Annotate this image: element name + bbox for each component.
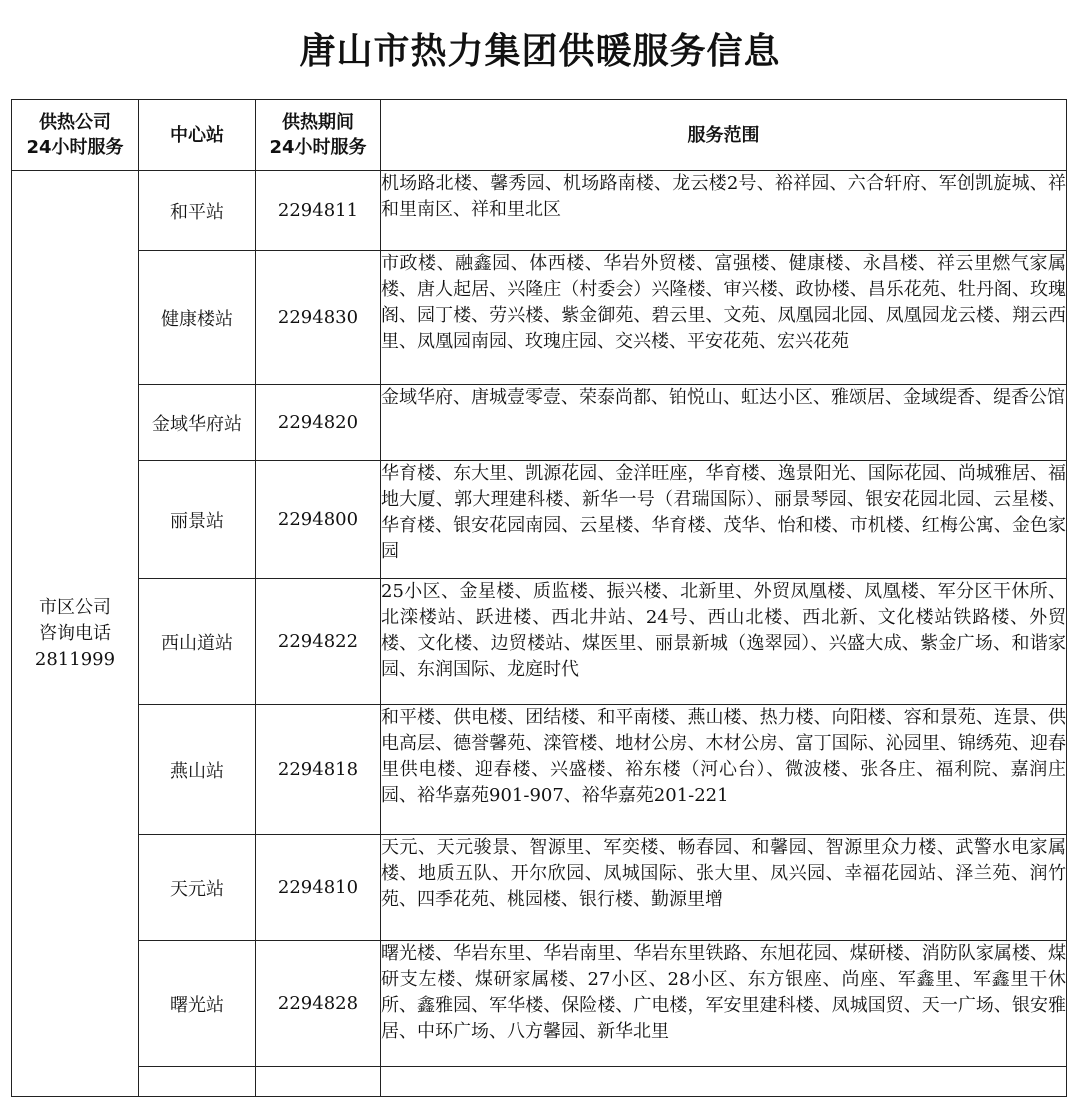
station-name: 健康楼站 xyxy=(139,251,256,385)
station-name: 金域华府站 xyxy=(139,385,256,461)
header-scope: 服务范围 xyxy=(381,100,1067,171)
service-scope: 25小区、金星楼、质监楼、振兴楼、北新里、外贸凤凰楼、凤凰楼、军分区干休所、北滦楼站、跃进楼、西北井站、24号、西山北楼、西北新、文化楼站铁路楼、外贸楼、文化楼、边贸楼站、煤医里、丽景新城（逸翠园）、兴盛大成、紫金广场、和谐家园、东润国际、龙庭时代 xyxy=(381,579,1067,705)
header-period-line1: 供热期间 xyxy=(282,112,354,133)
service-scope: 机场路北楼、馨秀园、机场路南楼、龙云楼2号、裕祥园、六合轩府、军创凯旋城、祥和里南区、祥和里北区 xyxy=(381,171,1067,251)
header-company-line1: 供热公司 xyxy=(39,112,111,133)
station-phone: 2294820 xyxy=(256,385,381,461)
service-scope-continued xyxy=(381,1067,1067,1097)
station-phone: 2294830 xyxy=(256,251,381,385)
table-row xyxy=(12,579,1067,705)
table-header-row xyxy=(12,100,1067,171)
service-scope: 华育楼、东大里、凯源花园、金洋旺座，华育楼、逸景阳光、国际花园、尚城雅居、福地大厦、郭大理建科楼、新华一号（君瑞国际）、丽景琴园、银安花园北园、云星楼、华育楼、银安花园南园、云星楼、华育楼、茂华、怡和楼、市机楼、红梅公寓、金色家园 xyxy=(381,461,1067,579)
page-title: 唐山市热力集团供暖服务信息 xyxy=(299,31,781,72)
station-name-continued xyxy=(139,1067,256,1097)
station-phone-continued xyxy=(256,1067,381,1097)
service-table xyxy=(11,99,1067,1097)
station-name: 燕山站 xyxy=(139,705,256,835)
header-company-line2: 24小时服务 xyxy=(26,137,124,158)
station-phone: 2294810 xyxy=(256,835,381,941)
station-name: 天元站 xyxy=(139,835,256,941)
table-row xyxy=(12,385,1067,461)
station-name: 西山道站 xyxy=(139,579,256,705)
table-row xyxy=(12,251,1067,385)
header-company xyxy=(12,100,139,171)
service-scope: 市政楼、融鑫园、体西楼、华岩外贸楼、富强楼、健康楼、永昌楼、祥云里燃气家属楼、唐人起居、兴隆庄（村委会）兴隆楼、审兴楼、政协楼、昌乐花苑、牡丹阁、玫瑰阁、园丁楼、劳兴楼、紫金御苑、碧云里、文苑、凤凰园北园、凤凰园龙云楼、翔云西里、凤凰园南园、玫瑰庄园、交兴楼、平安花苑、宏兴花苑 xyxy=(381,251,1067,385)
table-row xyxy=(12,171,1067,251)
company-name: 市区公司 xyxy=(39,596,111,618)
station-name: 曙光站 xyxy=(139,941,256,1067)
station-phone: 2294800 xyxy=(256,461,381,579)
table-row-next xyxy=(12,1067,1067,1097)
service-scope: 天元、天元骏景、智源里、军奕楼、畅春园、和馨园、智源里众力楼、武警水电家属楼、地质五队、开尔欣园、凤城国际、张大里、凤兴园、幸福花园站、泽兰苑、润竹苑、四季花苑、桃园楼、银行楼、勤源里增 xyxy=(381,835,1067,941)
company-hotline-label: 咨询电话 xyxy=(39,622,111,644)
table-row xyxy=(12,941,1067,1067)
station-phone: 2294828 xyxy=(256,941,381,1067)
station-phone: 2294818 xyxy=(256,705,381,835)
service-scope: 和平楼、供电楼、团结楼、和平南楼、燕山楼、热力楼、向阳楼、容和景苑、连景、供电高层、德誉馨苑、滦管楼、地材公房、木材公房、富丁国际、沁园里、锦绣苑、迎春里供电楼、迎春楼、兴盛楼、裕东楼（河心台）、微波楼、张各庄、福利院、嘉润庄园、裕华嘉苑901-907、裕华嘉苑201-221 xyxy=(381,705,1067,835)
station-name: 和平站 xyxy=(139,171,256,251)
table-row xyxy=(12,705,1067,835)
header-period xyxy=(256,100,381,171)
header-station: 中心站 xyxy=(139,100,256,171)
table-row xyxy=(12,461,1067,579)
company-cell xyxy=(12,171,139,1097)
company-hotline-number: 2811999 xyxy=(34,648,116,670)
station-phone: 2294822 xyxy=(256,579,381,705)
station-name: 丽景站 xyxy=(139,461,256,579)
service-scope: 金域华府、唐城壹零壹、荣泰尚都、铂悦山、虹达小区、雅颂居、金域缇香、缇香公馆 xyxy=(381,385,1067,461)
header-period-line2: 24小时服务 xyxy=(269,137,367,158)
service-scope: 曙光楼、华岩东里、华岩南里、华岩东里铁路、东旭花园、煤研楼、消防队家属楼、煤研支左楼、煤研家属楼、27小区、28小区、东方银座、尚座、军鑫里、军鑫里干休所、鑫雅园、军华楼、保险楼、广电楼，军安里建科楼、凤城国贸、天一广场、银安雅居、中环广场、八方馨园、新华北里 xyxy=(381,941,1067,1067)
table-row xyxy=(12,835,1067,941)
station-phone: 2294811 xyxy=(256,171,381,251)
